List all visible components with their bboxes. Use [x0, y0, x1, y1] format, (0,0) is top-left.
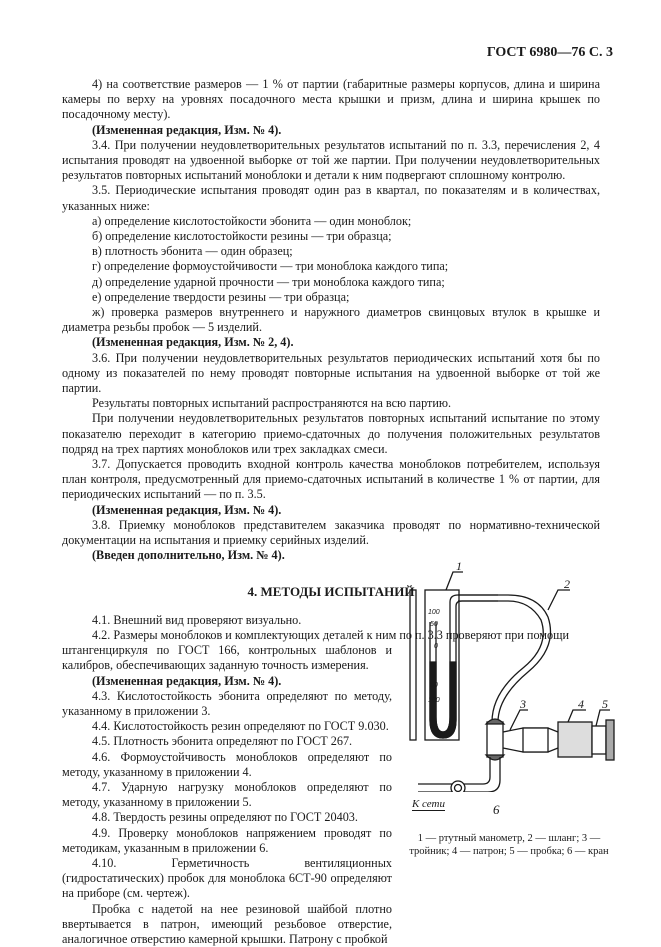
paragraph-3-6: 3.6. При получении неудовлетворительных результатов периодических испытаний хотя бы по одному из показателей по нему проводят повторные испытания на удвоенной выборке от той же партии. — [62, 350, 600, 396]
scale-mark: 50 — [430, 621, 438, 628]
label-4: 4 — [578, 697, 584, 711]
paragraph-3-7: 3.7. Допускается проводить входной контроль качества моноблоков потребителем, используя план контроля, предусмотренный для приемо-сдаточных испытаний в количестве 1 % от партии, для периодических испытаний — по п. 3.5. — [62, 457, 600, 502]
paragraph-4-4: 4.4. Кислотостойкость резин определяют по ГОСТ 9.030. — [92, 719, 389, 734]
paragraph-3-6-b: Результаты повторных испытаний распространяются на всю партию. — [92, 396, 452, 411]
paragraph-4-3: 4.3. Кислотостойкость эбонита определяют по методу, указанному в приложении 3. — [62, 688, 392, 718]
paragraph-4-5: 4.5. Плотность эбонита определяют по ГОСТ 267. — [92, 734, 353, 749]
paragraph-4-6: 4.6. Формоустойчивость моноблоков определяют по методу, указанному в приложении 4. — [62, 749, 392, 779]
section-title: 4. МЕТОДЫ ИСПЫТАНИЙ — [247, 583, 415, 599]
list-item: г) определение формоустойчивости — три моноблока каждого типа; — [92, 259, 449, 274]
page-header: ГОСТ 6980—76 С. 3 — [486, 45, 613, 60]
paragraph-4-10: 4.10. Герметичность вентиляционных (гидростатических) пробок для моноблока 6СТ-90 определяют на приборе (см. чертеж). — [62, 855, 392, 901]
label-2: 2 — [564, 577, 570, 591]
paragraph-4-2: 4.2. Размеры моноблоков и комплектующих деталей к ним по п. 3.3 проверяют при помощи — [92, 627, 570, 642]
paragraph-3-5: 3.5. Периодические испытания проводят один раз в квартал, по показателям и в количествах, указанных ниже: — [62, 183, 600, 213]
list-item: б) определение кислотостойкости резины — три образца; — [92, 229, 392, 244]
list-item: а) определение кислотостойкости эбонита — один моноблок; — [92, 213, 412, 228]
list-item: д) определение ударной прочности — три моноблока каждого типа; — [92, 274, 445, 289]
paragraph-3-8: 3.8. Приемку моноблоков представителем заказчика проводят по нормативно-технической документации на испытания и приемку серийных изделий. — [62, 517, 600, 548]
label-5: 5 — [602, 697, 608, 711]
edition-note: (Измененная редакция, Изм. № 4). — [92, 673, 282, 688]
edition-note: (Измененная редакция, Изм. № 2, 4). — [92, 335, 294, 350]
edition-note: (Измененная редакция, Изм. № 4). — [92, 502, 282, 517]
list-item: в) плотность эбонита — один образец; — [92, 244, 293, 259]
paragraph-3-3-4: 4) на соответствие размеров — 1 % от партии (габаритные размеры корпусов, длина и ширина камеры по верху на уровнях посадочного места крышки и призм, длина и ширина крышек по посадочному месту). — [62, 77, 600, 122]
paragraph-4-1: 4.1. Внешний вид проверяют визуально. — [92, 612, 302, 627]
paragraph-3-4: 3.4. При получении неудовлетворительных результатов испытаний по п. 3.3, перечисления 2, 4 испытания проводят на удвоенной выборке от той же партии. При получении неудовлетворительных результатов повторных испытаний моноблоки и детали к ним подвергают сплошному контролю. — [62, 137, 600, 183]
figure-caption: 1 — ртутный манометр, 2 — шланг; 3 — тройник; 4 — патрон; 5 — пробка; 6 — кран — [409, 833, 609, 857]
network-label: К сети — [412, 798, 445, 810]
scale-mark: 50 — [430, 682, 438, 689]
paragraph-4-10-b: Пробка с надетой на нее резиновой шайбой плотно ввертывается в патрон, имеющий резьбовое отверстие, аналогичное отверстию камерной крышки. Патрону с пробкой — [62, 901, 392, 946]
apparatus-diagram — [398, 562, 628, 832]
manometer-apparatus-drawing — [398, 562, 628, 792]
scale-mark: 100 — [428, 609, 440, 616]
edition-note: (Введен дополнительно, Изм. № 4). — [92, 548, 285, 563]
list-item: е) определение твердости резины — три образца; — [92, 289, 350, 304]
label-1: 1 — [456, 562, 462, 573]
paragraph-4-9: 4.9. Проверку моноблоков напряжением проводят по методикам, указанным в приложении 6. — [62, 825, 392, 855]
list-item: ж) проверка размеров внутреннего и наружного диаметров свинцовых втулок в крышке и диаметра резьбы пробок — 5 изделий. — [62, 305, 600, 335]
edition-note: (Измененная редакция, Изм. № 4). — [92, 122, 282, 137]
scale-mark: 100 — [428, 697, 440, 704]
label-3: 3 — [520, 697, 526, 711]
label-6: 6 — [493, 802, 500, 817]
paragraph-3-6-c: При получении неудовлетворительных результатов повторных испытаний испытание по этому показателю переходит в категорию приемо-сдаточных до получения положительных результатов подряд на трех партиях моноблоков или трех закладках смеси. — [62, 411, 600, 456]
paragraph-4-7: 4.7. Ударную нагрузку моноблоков определяют по методу, указанному в приложении 5. — [62, 779, 392, 810]
scale-mark: 0 — [434, 643, 438, 650]
paragraph-4-8: 4.8. Твердость резины определяют по ГОСТ 20403. — [92, 810, 358, 825]
narrow-column — [62, 643, 392, 947]
paragraph-4-2-cont: штангенциркуля по ГОСТ 166, контрольных шаблонов и калибров, обеспечивающих заданную точность измерения. — [62, 643, 392, 673]
